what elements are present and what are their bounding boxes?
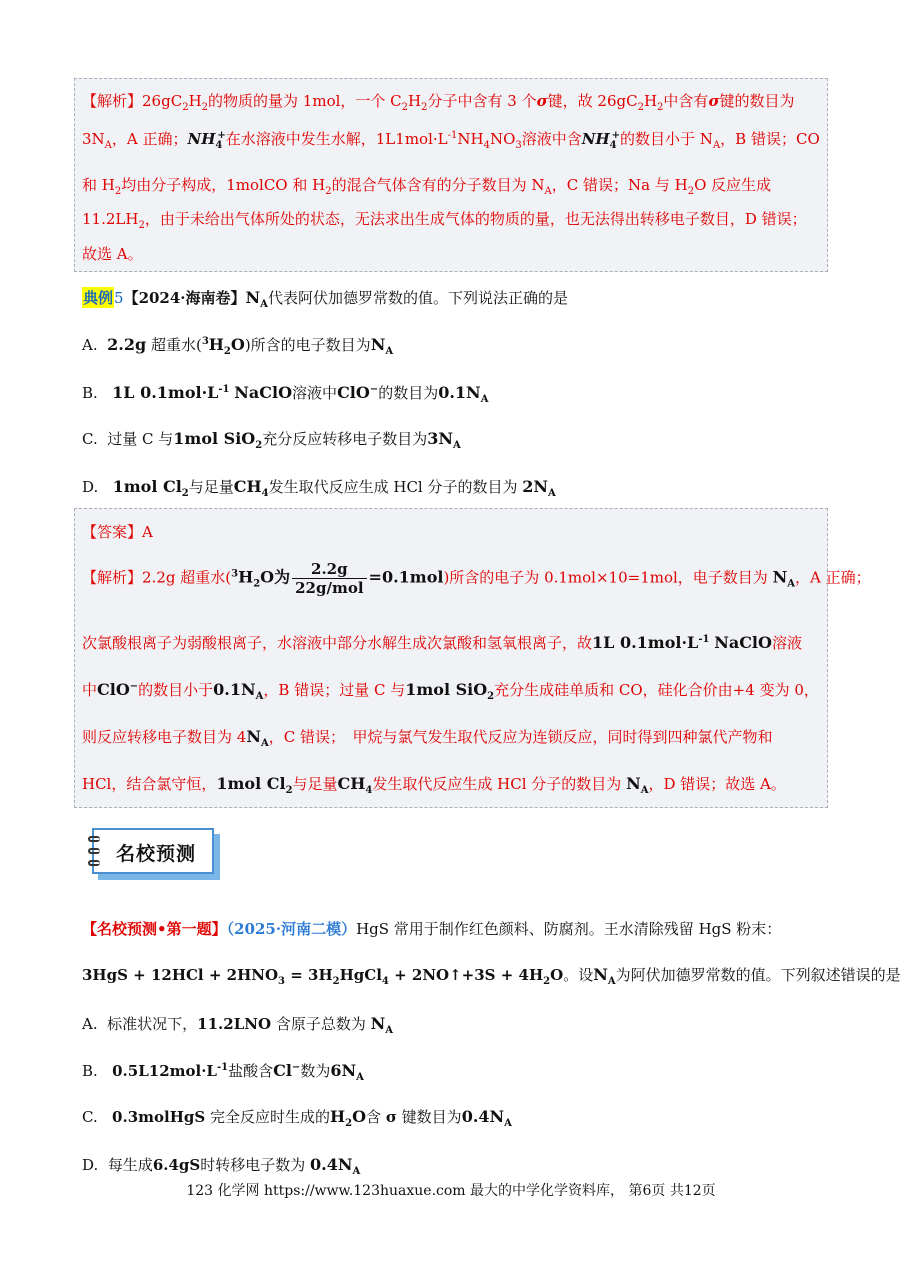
example-option-a: A. 2.2g 超重水$(^3H_2O)$所含的电子数目为$N_A$: [82, 335, 394, 357]
fraction: $\frac{2.2g}{\text{22g/mol}}$: [292, 560, 366, 597]
section-header: [92, 828, 220, 880]
analysis-1-line-3: 和 $H_2$均由分子构成，1molCO 和 $H_2$的混合气体含有的分子数目为 $N_A$，C 错误；Na 与 $H_2O$ 反应生成: [82, 176, 772, 197]
analysis-1-line-4: $11.2LH_2$，由于未给出气体所处的状态，无法求出生成气体的物质的量，也无法得出转移电子数目，D 错误；: [82, 210, 807, 231]
analysis-2-line-2: 次氯酸根离子为弱酸根离子，水溶液中部分水解生成次氯酸和氢氧根离子，故1L $0.1mol\cdot L^{-1}$ NaClO溶液: [82, 633, 802, 652]
analysis-2-line-3: 中ClO−的数目小于$0.1N_A$，B 错误；过量 C 与1mol SiO$_2$充分生成硅单质和 CO，硅化合价由+4 变为 0，: [82, 680, 819, 702]
predict-option-b: B. $0.5L12mol\cdot L^{-1}$盐酸含Cl−数为$6N_A$: [82, 1061, 364, 1083]
example-option-c: C. 过量 C 与1mol SiO$_2$充分反应转移电子数目为$3N_A$: [82, 429, 461, 451]
example-option-d: D. 1mol $Cl_2$与足量$CH_4$发生取代反应生成 HCl 分子的数目为 $2N_A$: [82, 477, 556, 499]
predict-option-a: A. 标准状况下，11.2LNO 含原子总数为 $N_A$: [82, 1014, 393, 1036]
analysis-box-2: [74, 508, 828, 808]
section-title: 名校预测: [116, 843, 197, 865]
example-option-b: B. 1L $0.1mol\cdot L^{-1}$ NaClO溶液中ClO−的数目为$0.1N_A$: [82, 383, 489, 405]
analysis-2-line-4: 则反应转移电子数目为 $4N_A$，C 错误； 甲烷与氯气发生取代反应为连锁反应，同时得到四种氯代产物和: [82, 727, 773, 749]
ring-icon: [88, 860, 100, 866]
analysis-2-line-1: 【解析】2.2g 超重水($^3H_2O$为 $\frac{2.2g}{\text{22g/mol}}$ =0.1mol)所含的电子为 0.1mol×10=1mol，电子数目为 $N_A$，A 正确；: [82, 560, 871, 597]
predict-stem: 【名校预测•第一题】（2025·河南二模）HgS 常用于制作红色颜料、防腐剂。王水清除残留 HgS 粉末：: [82, 920, 782, 938]
predict-equation: $3HgS + 12HCl + 2HNO_3$ = $3H_2HgCl_4$ + 2NO↑+3S + $4H_2O$。设$N_A$为阿伏加德罗常数的值。下列叙述错误的是: [82, 965, 901, 987]
example-stem: 典例5【2024·海南卷】$N_A$代表阿伏加德罗常数的值。下列说法正确的是: [83, 288, 568, 310]
predict-option-d: D. 每生成6.4gS时转移电子数为 $0.4N_A$: [82, 1155, 361, 1177]
page-footer: 123 化学网 https://www.123huaxue.com 最大的中学化学资料库， 第6页 共12页: [186, 1183, 716, 1199]
analysis-2-line-5: HCl，结合氯守恒，1mol $Cl_2$与足量$CH_4$发生取代反应生成 HCl 分子的数目为 $N_A$，D 错误；故选 A。: [82, 774, 786, 796]
analysis-1-line-5: 故选 A。: [82, 245, 143, 263]
answer-line: 【答案】A: [82, 523, 153, 541]
ring-icon: [88, 836, 100, 842]
ring-icon: [88, 848, 100, 854]
example-tag: 典例: [83, 289, 114, 307]
analysis-1-line-1: 【解析】$26gC_2H_2$的物质的量为 1mol，一个 $C_2H_2$分子中含有 3 个σ键，故 $26gC_2H_2$中含有σ键的数目为: [82, 92, 795, 113]
predict-option-c: C. 0.3molHgS 完全反应时生成的$H_2O$含 σ 键数目为$0.4N_A$: [82, 1107, 512, 1129]
analysis-1-line-2: $3N_A$，A 正确；$NH_4^+$在水溶液中发生水解，$1L1mol\cdot L^{-1}NH_4NO_3$溶液中含$NH_4^+$的数目小于 $N_A$，B 错误；CO: [82, 130, 820, 151]
